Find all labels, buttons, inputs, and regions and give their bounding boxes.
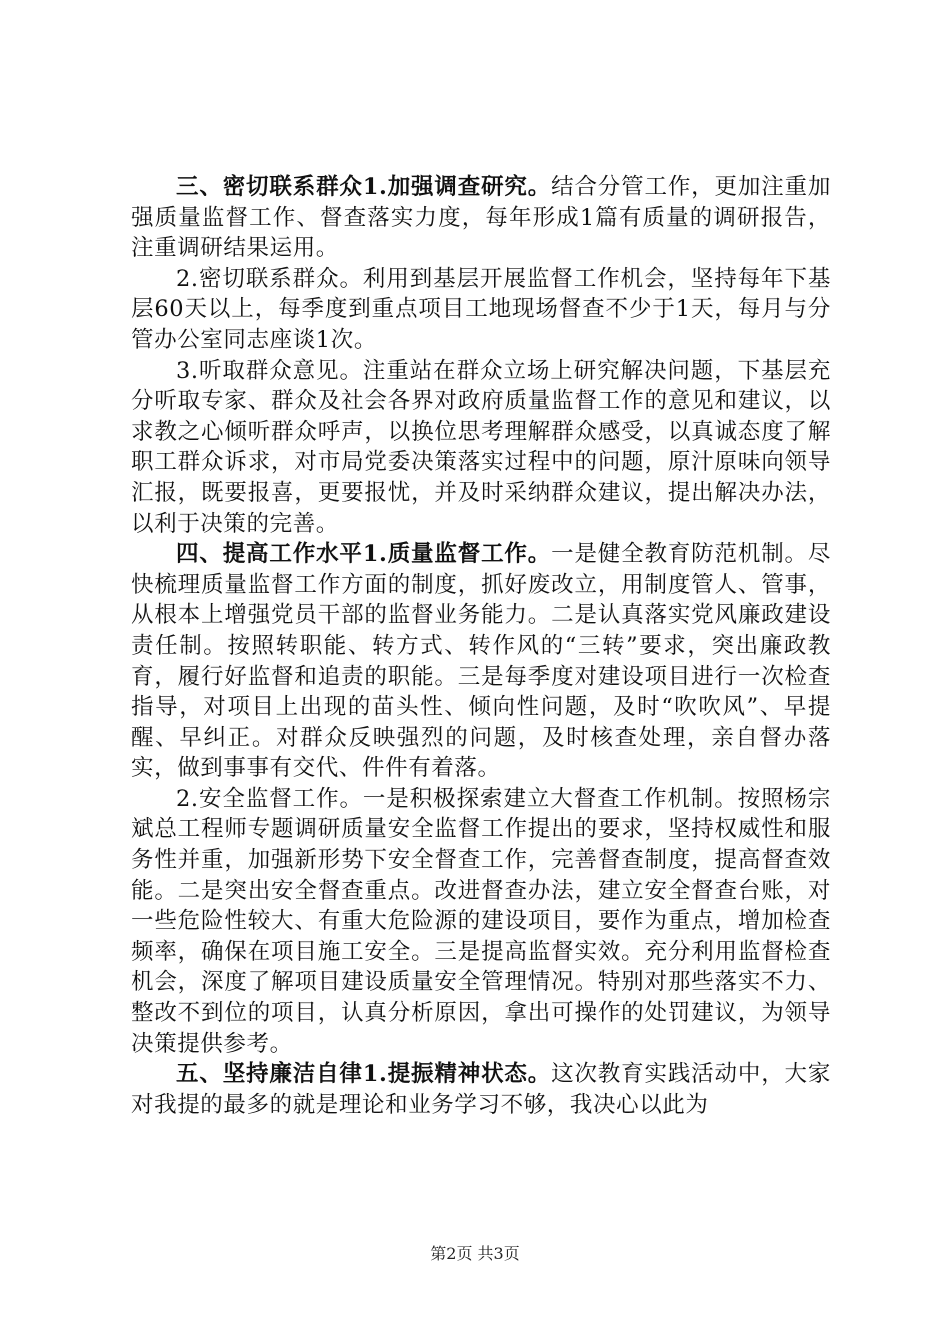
item-heading: 1.加强调查研究。 (362, 174, 552, 200)
page-footer (0, 1241, 950, 1264)
paragraph-text: 3.听取群众意见。注重站在群众立场上研究解决问题，下基层充分听取专家、群众及社会各界对政府质量监督工作的意见和建议，以求教之心倾听群众呼声，以换位思考理解群众感受，以真诚态度了解职工群众诉求，对市局党委决策落实过程中的问题，原汁原味向领导汇报，既要报喜，更要报忧，并及时采纳群众建议，提出解决办法，以利于决策的完善。 (131, 357, 831, 537)
paragraph-section-3-item-1 (131, 172, 831, 264)
page-number: 第2页 共3页 (430, 1244, 520, 1263)
item-heading: 1.质量监督工作。 (362, 541, 552, 568)
section-heading: 四、提高工作水平 (176, 541, 363, 568)
paragraph-section-4-item-1 (131, 539, 831, 784)
item-heading: 1.提振精神状态。 (362, 1061, 552, 1088)
paragraph-section-3-item-3 (131, 356, 831, 540)
paragraph-section-4-item-2 (131, 784, 831, 1059)
paragraph-text: 2.安全监督工作。一是积极探索建立大督查工作机制。按照杨宗斌总工程师专题调研质量安全监督工作提出的要求，坚持权威性和服务性并重，加强新形势下安全督查工作，完善督查制度，提高督查效能。二是突出安全督查重点。改进督查办法，建立安全督查台账，对一些危险性较大、有重大危险源的建设项目，要作为重点，增加检查频率，确保在项目施工安全。三是提高监督实效。充分利用监督检查机会，深度了解项目建设质量安全管理情况。特别对那些落实不力、整改不到位的项目，认真分析原因，拿出可操作的处罚建议，为领导决策提供参考。 (131, 785, 831, 1057)
paragraph-section-5-item-1 (131, 1059, 831, 1120)
paragraph-text: 2.密切联系群众。利用到基层开展监督工作机会，坚持每年下基层60天以上，每季度到重点项目工地现场督查不少于1天，每月与分管办公室同志座谈1次。 (131, 265, 831, 353)
paragraph-text: 结合分管工作，更加注重加强质量监督工作、督查落实力度，每年形成1篇有质量的调研报告，注重调研结果运用。 (131, 174, 831, 262)
paragraph-text: 一是健全教育防范机制。尽快梳理质量监督工作方面的制度，抓好废改立，用制度管人、管事，从根本上增强党员干部的监督业务能力。二是认真落实党风廉政建设责任制。按照转职能、转方式、转作风的“三转”要求，突出廉政教育，履行好监督和追责的职能。三是每季度对建设项目进行一次检查指导，对项目上出现的苗头性、倾向性问题，及时“吹吹风”、早提醒、早纠正。对群众反映强烈的问题，及时核查处理，亲自督办落实，做到事事有交代、件件有着落。 (131, 541, 831, 782)
document-body (131, 172, 831, 1120)
section-heading: 三、密切联系群众 (176, 174, 363, 200)
section-heading: 五、坚持廉洁自律 (176, 1061, 363, 1088)
paragraph-text: 这次教育实践活动中，大家对我提的最多的就是理论和业务学习不够，我决心以此为 (131, 1061, 831, 1118)
paragraph-section-3-item-2 (131, 264, 831, 356)
